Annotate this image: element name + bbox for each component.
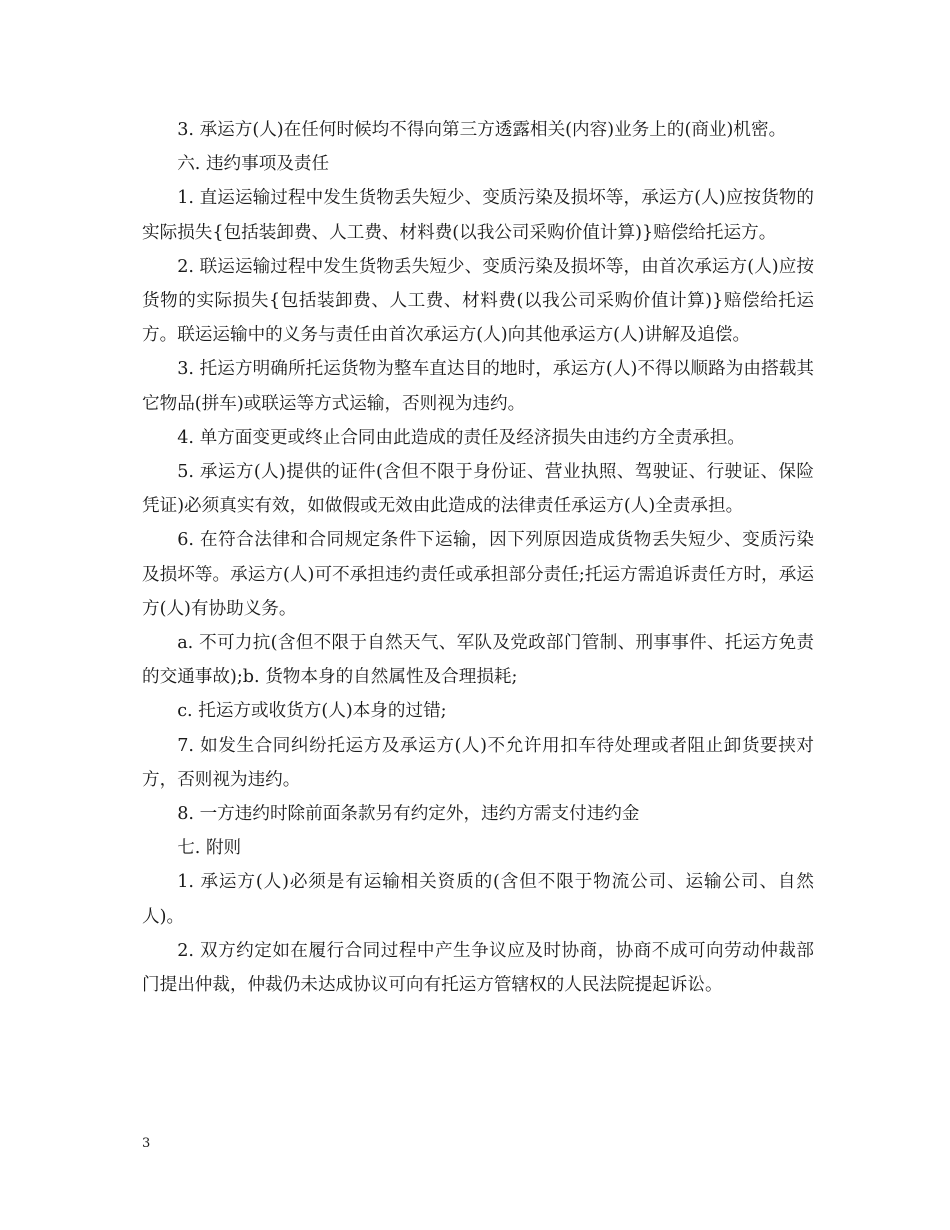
paragraph-valid-documents: 5. 承运方(人)提供的证件(含但不限于身份证、营业执照、驾驶证、行驶证、保险凭证)必须真实有效，如做假或无效由此造成的法律责任承运方(人)全责承担。 <box>142 462 814 517</box>
paragraph-exemptions: 6. 在符合法律和合同规定条件下运输，因下列原因造成货物丢失短少、变质污染及损坏等。承运方(人)可不承担违约责任或承担部分责任;托运方需追诉责任方时，承运方(人)有协助义务。 <box>142 530 814 619</box>
section-heading-breach-liability: 六. 违约事项及责任 <box>177 154 330 175</box>
paragraph-carrier-qualification: 1. 承运方(人)必须是有运输相关资质的(含但不限于物流公司、运输公司、自然人)。 <box>142 872 814 927</box>
paragraph-force-majeure: a. 不可力抗(含但不限于自然天气、军队及党政部门管制、刑事事件、托运方免责的交通事故);b. 货物本身的自然属性及合理损耗; <box>142 633 814 688</box>
section-heading-supplementary: 七. 附则 <box>177 838 242 859</box>
paragraph-direct-transport-loss: 1. 直运运输过程中发生货物丢失短少、变质污染及损坏等，承运方(人)应按货物的实际损失{包括装卸费、人工费、材料费(以我公司采购价值计算)}赔偿给托运方。 <box>142 188 814 243</box>
paragraph-no-carpooling: 3. 托运方明确所托运货物为整车直达目的地时，承运方(人)不得以顺路为由搭载其它物品(拼车)或联运等方式运输，否则视为违约。 <box>142 359 814 414</box>
paragraph-confidentiality: 3. 承运方(人)在任何时候均不得向第三方透露相关(内容)业务上的(商业)机密。 <box>177 120 787 140</box>
paragraph-consignor-fault: c. 托运方或收货方(人)本身的过错; <box>177 701 447 722</box>
paragraph-dispute-resolution: 2. 双方约定如在履行合同过程中产生争议应及时协商，协商不成可向劳动仲裁部门提出仲裁，仲裁仍未达成协议可向有托运方管辖权的人民法院提起诉讼。 <box>142 940 814 996</box>
page-number: 3 <box>142 1136 151 1151</box>
paragraph-penalty: 8. 一方违约时除前面条款另有约定外，违约方需支付违约金 <box>177 804 640 825</box>
document-body <box>142 113 814 1002</box>
paragraph-unilateral-change: 4. 单方面变更或终止合同由此造成的责任及经济损失由违约方全责承担。 <box>177 427 745 448</box>
paragraph-dispute-no-detention: 7. 如发生合同纠纷托运方及承运方(人)不允许用扣车待处理或者阻止卸货要挟对方，否则视为违约。 <box>142 735 814 790</box>
paragraph-combined-transport-loss: 2. 联运运输过程中发生货物丢失短少、变质污染及损坏等，由首次承运方(人)应按货物的实际损失{包括装卸费、人工费、材料费(以我公司采购价值计算)}赔偿给托运方。联运运输中的义务与责任由首次承运方(人)向其他承运方(人)讲解及追偿。 <box>142 256 814 346</box>
